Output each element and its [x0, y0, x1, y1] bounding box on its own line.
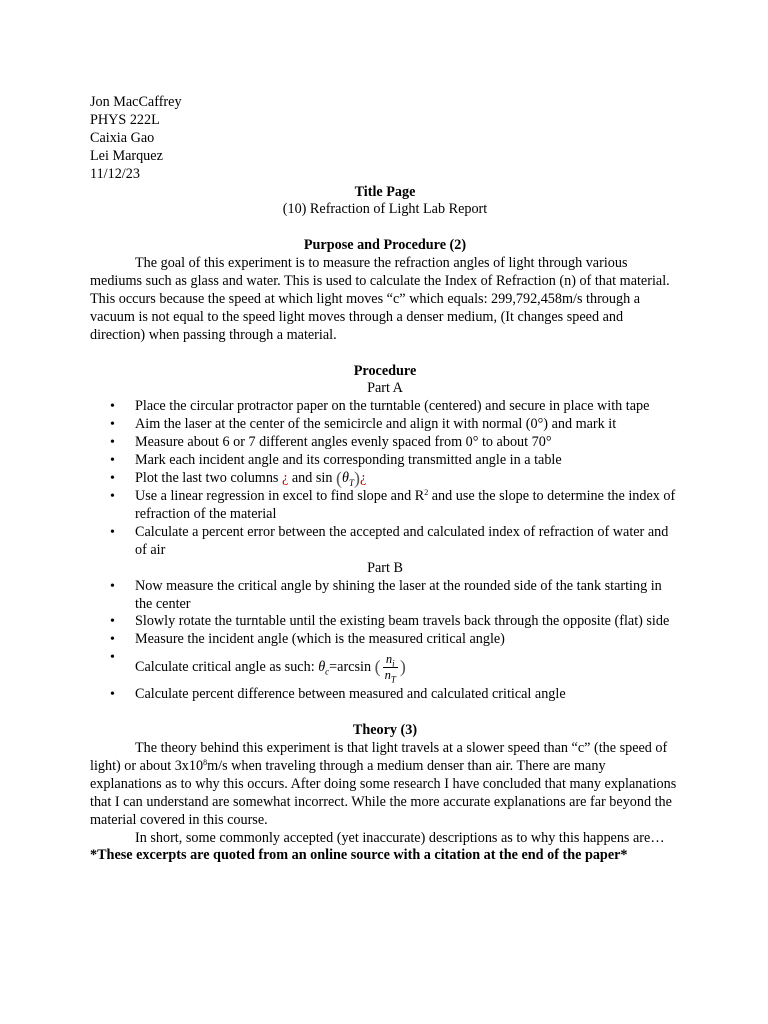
part-b-list	[90, 578, 680, 705]
purpose-heading: Purpose and Procedure (2)	[303, 237, 467, 254]
list-item: • Slowly rotate the turntable until the existing beam travels back through the opposite (flat) side	[90, 613, 680, 631]
author-name: Jon MacCaffrey	[90, 94, 182, 110]
equation-error-glyph: ¿	[282, 470, 289, 487]
list-item: • Aim the laser at the center of the semicircle and align it with normal (0°) and mark it	[90, 416, 680, 434]
course-code: PHYS 222L	[90, 111, 160, 128]
header-block	[90, 94, 680, 184]
theory-paragraph-2: In short, some commonly accepted (yet inaccurate) descriptions as to why this happens are…	[135, 829, 665, 846]
theory-paragraph: The theory behind this experiment is that light travels at a slower speed than “c” (the speed of light) or about $3x10^8m/s$ when traveling through a medium denser than air. There are many explanations as to why this occurs. After doing some research I have concluded that many explanations that I can understand are somewhat incorrect. While the more accurate explanations are far beyond the material covered in this course.	[90, 739, 677, 828]
report-subtitle: (10) Refraction of Light Lab Report	[282, 201, 488, 218]
list-item: • Now measure the critical angle by shining the laser at the rounded side of the tank starting in the center	[90, 578, 680, 614]
title-heading: Title Page	[354, 183, 416, 200]
theta-symbol: θ	[342, 470, 349, 487]
list-item: • Measure about 6 or 7 different angles evenly spaced from 0° to about 70°	[90, 434, 680, 452]
list-item-regression: • Use a linear regression in excel to find slope and $R^2$ and use the slope to determine the index of refraction of the material	[90, 488, 680, 524]
document-page	[90, 94, 680, 865]
partner-name: Lei Marquez	[90, 147, 163, 164]
part-b-label: Part B	[367, 559, 403, 576]
list-item: • Calculate a percent error between the accepted and calculated index of refraction of water and of air	[90, 524, 680, 560]
part-a-label: Part A	[367, 380, 403, 397]
list-item: • Place the circular protractor paper on the turntable (centered) and secure in place with tape	[90, 398, 680, 416]
partner-name: Caixia Gao	[90, 129, 155, 146]
report-date: 11/12/23	[90, 165, 140, 182]
list-item: • Mark each incident angle and its corresponding transmitted angle in a table	[90, 452, 680, 470]
list-item: • Calculate percent difference between measured and calculated critical angle	[90, 686, 680, 704]
list-item: • Measure the incident angle (which is the measured critical angle)	[90, 631, 680, 649]
part-a-list	[90, 398, 680, 559]
equation-error-glyph: ¿	[360, 470, 367, 487]
list-item-critical-angle: • Calculate critical angle as such: $\theta_c=\arcsin$ ( $\frac{n_i}{n_T}$ )	[90, 649, 680, 686]
purpose-paragraph: The goal of this experiment is to measure the refraction angles of light through various mediums such as glass and water. This is used to calculate the Index of Refraction (n) of that material. This occurs because the speed at which light moves “c” which equals: 299,792,458m/s through a vacuum is not equal to the speed light moves through a denser medium, (It changes speed and direction) when passing through a material.	[90, 255, 670, 343]
list-item-plot: • Plot the last two columns ¿ and $\sin (\theta_T)¿$	[90, 470, 680, 488]
theta-symbol: θ	[318, 659, 326, 676]
procedure-heading: Procedure	[353, 362, 417, 379]
index-fraction: $\frac{n_i}{n_T}$	[384, 652, 396, 685]
theory-heading: Theory (3)	[352, 722, 418, 739]
citation-note: *These excerpts are quoted from an online source with a citation at the end of the paper*	[90, 847, 628, 864]
